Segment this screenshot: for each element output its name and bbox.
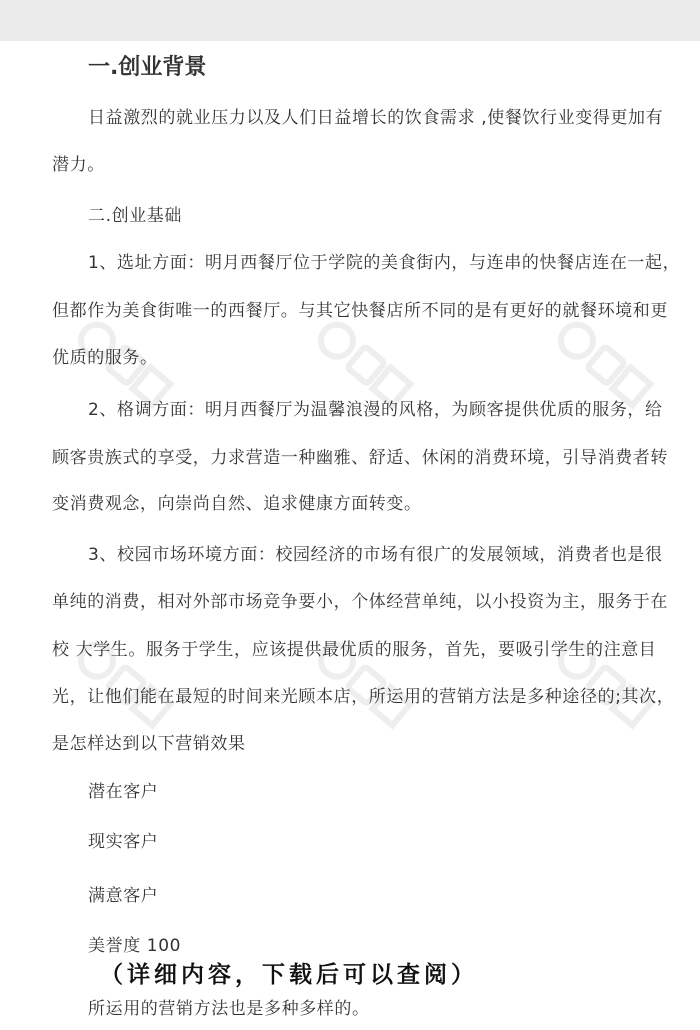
text-line: 是怎样达到以下营销效果 <box>52 734 246 754</box>
watermark-logo <box>60 620 180 740</box>
text-line: 3、校园市场环境方面：校园经济的市场有很广的发展领域，消费者也是很 <box>88 545 663 565</box>
text-line: 2、格调方面：明月西餐厅为温馨浪漫的风格，为顾客提供优质的服务，给 <box>88 400 663 420</box>
text-line: 单纯的消费，相对外部市场竞争要小，个体经营单纯，以小投资为主，服务于在 <box>52 592 668 612</box>
top-bar <box>0 0 700 41</box>
watermark-logo <box>300 620 420 740</box>
download-notice: （详细内容，下载后可以查阅） <box>100 962 478 988</box>
text-line: 潜在客户 <box>88 782 159 802</box>
text-line: 所运用的营销方法也是多种多样的。 <box>88 999 370 1019</box>
text-line: 优质的服务。 <box>52 348 158 368</box>
text-line: 顾客贵族式的享受，力求营造一种幽雅、舒适、休闲的消费环境，引导消费者转 <box>52 448 668 468</box>
text-line: 现实客户 <box>88 832 159 852</box>
text-line: 校 大学生。服务于学生，应该提供最优质的服务，首先，要吸引学生的注意目 <box>52 640 657 660</box>
section-heading: 一.创业背景 <box>88 55 207 80</box>
text-line: 1、选址方面：明月西餐厅位于学院的美食街内，与连串的快餐店连在一起， <box>88 253 681 273</box>
text-line: 美誉度 100 <box>88 936 182 956</box>
text-line: 变消费观念，向崇尚自然、追求健康方面转变。 <box>52 494 422 514</box>
text-line: 潜力。 <box>52 155 105 175</box>
text-line: 二.创业基础 <box>88 206 183 226</box>
text-line: 日益激烈的就业压力以及人们日益增长的饮食需求 ,使餐饮行业变得更加有 <box>88 108 664 128</box>
text-line: 光，让他们能在最短的时间来光顾本店，所运用的营销方法是多种途径的;其次， <box>52 687 675 707</box>
watermark-logo <box>540 620 660 740</box>
text-line: 满意客户 <box>88 886 159 906</box>
text-line: 但都作为美食街唯一的西餐厅。与其它快餐店所不同的是有更好的就餐环境和更 <box>52 301 668 321</box>
